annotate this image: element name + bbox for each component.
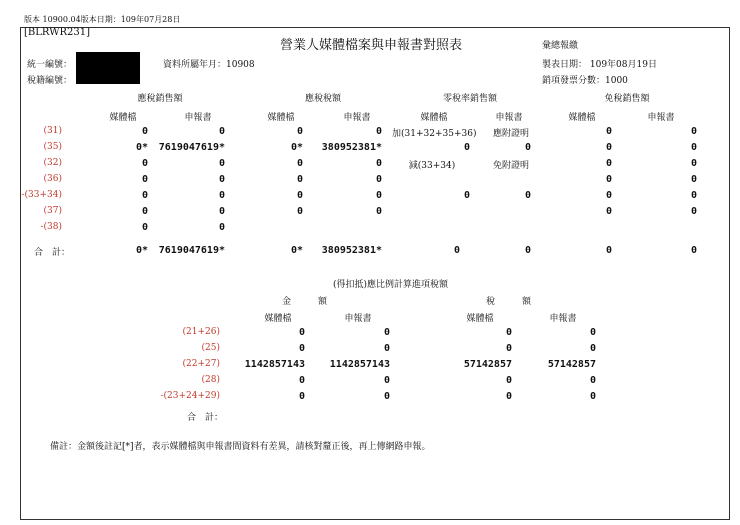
value-cell: 0 [141, 190, 148, 201]
s2-value-cell: 0 [589, 391, 596, 402]
s2-value-cell: 0 [383, 327, 390, 338]
group-tax: 稅 額 [486, 297, 532, 307]
total-cell: 0 [453, 245, 460, 256]
value-cell: 0* [290, 142, 303, 153]
value-cell: 0 [218, 174, 225, 185]
row-note-cell: 減(33+34) [408, 161, 456, 171]
s2-value-cell: 0 [298, 375, 305, 386]
row-label: -(33+34) [21, 190, 62, 200]
value-cell: 0* [135, 142, 148, 153]
value-cell: 0 [141, 206, 148, 217]
group-taxable-sales: 應稅銷售額 [137, 94, 183, 104]
total-cell: 0 [605, 245, 612, 256]
s2-value-cell: 0 [589, 327, 596, 338]
group-amount: 金 額 [282, 297, 328, 307]
value-cell: 0 [218, 222, 225, 233]
value-cell: 0 [141, 158, 148, 169]
total-cell: 380952381* [321, 245, 382, 256]
value-cell: 0 [690, 206, 697, 217]
s2-value-cell: 0 [383, 391, 390, 402]
s2-row-label: (22+27) [182, 359, 220, 369]
s2-row-label: (25) [201, 343, 220, 353]
s2-value-cell: 0 [505, 375, 512, 386]
s2-value-cell: 0 [505, 327, 512, 338]
group-zero-rate-sales: 零稅率銷售額 [442, 94, 497, 104]
row-note-cell: 應附證明 [492, 129, 529, 139]
s2-sub-report-2: 申報書 [549, 314, 577, 324]
value-cell: 0 [296, 190, 303, 201]
row-label: (35) [43, 142, 62, 152]
s2-value-cell: 0 [298, 391, 305, 402]
s2-value-cell: 1142857143 [244, 359, 305, 370]
s2-row-label: (21+26) [182, 327, 220, 337]
value-cell: 0 [375, 206, 382, 217]
group-exempt-sales: 免稅銷售額 [604, 94, 650, 104]
print-date: 製表日期： 109年08月19日 [542, 60, 657, 70]
total-cell: 0 [524, 245, 531, 256]
s2-sub-report-1: 申報書 [344, 314, 372, 324]
value-cell: 0 [605, 206, 612, 217]
value-cell: 0 [605, 158, 612, 169]
sub-media-2: 媒體檔 [267, 113, 295, 123]
value-cell: 0 [690, 158, 697, 169]
sub-media-4: 媒體檔 [568, 113, 596, 123]
value-cell: 0 [375, 190, 382, 201]
value-cell: 0 [141, 222, 148, 233]
s2-value-cell: 0 [383, 343, 390, 354]
value-cell: 0 [605, 142, 612, 153]
value-cell: 0 [296, 206, 303, 217]
version-text: 版本 10900.04版本日期：109年07月28日 [24, 15, 181, 24]
redacted-ids [76, 52, 140, 84]
sub-media-3: 媒體檔 [420, 113, 448, 123]
s2-value-cell: 0 [383, 375, 390, 386]
s2-sub-media-2: 媒體檔 [466, 314, 494, 324]
value-cell: 0 [296, 158, 303, 169]
value-cell: 0 [690, 190, 697, 201]
s2-row-label: (28) [201, 375, 220, 385]
value-cell: 0 [524, 142, 531, 153]
value-cell: 0 [605, 126, 612, 137]
s2-value-cell: 0 [298, 327, 305, 338]
s2-value-cell: 0 [589, 375, 596, 386]
row-label: -(38) [40, 222, 62, 232]
invoice-count: 銷項發票分數：1000 [542, 76, 628, 86]
s2-value-cell: 57142857 [463, 359, 512, 370]
value-cell: 0 [524, 190, 531, 201]
sub-report-3: 申報書 [495, 113, 523, 123]
value-cell: 0 [375, 126, 382, 137]
total-cell: 0 [690, 245, 697, 256]
value-cell: 0 [141, 174, 148, 185]
s2-value-cell: 0 [298, 343, 305, 354]
row-note-cell: 免附證明 [492, 161, 529, 171]
value-cell: 380952381* [321, 142, 382, 153]
row-label: (36) [43, 174, 62, 184]
sub-report-4: 申報書 [647, 113, 675, 123]
s2-value-cell: 0 [505, 343, 512, 354]
row-label: (31) [43, 126, 62, 136]
row-label: (32) [43, 158, 62, 168]
total-cell: 0* [135, 245, 148, 256]
value-cell: 0 [218, 158, 225, 169]
s2-value-cell: 0 [505, 391, 512, 402]
value-cell: 0 [141, 126, 148, 137]
section2-title: (得扣抵)應比例計算進項稅額 [333, 280, 449, 290]
s2-value-cell: 1142857143 [329, 359, 390, 370]
value-cell: 0 [463, 142, 470, 153]
value-cell: 0 [218, 190, 225, 201]
total-label: 合 計： [34, 248, 71, 258]
s2-sub-media-1: 媒體檔 [264, 314, 292, 324]
period-label: 資料所屬年月：10908 [163, 60, 255, 70]
sub-media-1: 媒體檔 [109, 113, 137, 123]
row-note-cell: 加(31+32+35+36) [392, 129, 477, 139]
tax-number-label: 稅籍編號： [27, 76, 73, 86]
group-taxable-tax: 應稅稅額 [304, 94, 341, 104]
s2-value-cell: 0 [589, 343, 596, 354]
s2-value-cell: 57142857 [547, 359, 596, 370]
section2-total-label: 合 計： [187, 413, 224, 423]
value-cell: 0 [690, 126, 697, 137]
value-cell: 0 [375, 158, 382, 169]
form-code: [BLRWR231] [24, 27, 90, 38]
value-cell: 0 [690, 142, 697, 153]
sub-report-2: 申報書 [343, 113, 371, 123]
value-cell: 0 [218, 206, 225, 217]
value-cell: 7619047619* [158, 142, 225, 153]
page-title: 營業人媒體檔案與申報書對照表 [280, 38, 463, 53]
value-cell: 0 [605, 190, 612, 201]
value-cell: 0 [375, 174, 382, 185]
report-type: 彙總報繳 [542, 41, 579, 51]
uniform-number-label: 統一編號： [27, 60, 73, 70]
value-cell: 0 [605, 174, 612, 185]
value-cell: 0 [296, 174, 303, 185]
footnote: 備註：金額後註記[*]者，表示媒體檔與申報書間資料有差異，請核對釐正後，再上傳網路申報。 [50, 442, 431, 452]
value-cell: 0 [463, 190, 470, 201]
total-cell: 0* [290, 245, 303, 256]
row-label: (37) [43, 206, 62, 216]
s2-row-label: -(23+24+29) [160, 391, 220, 401]
value-cell: 0 [218, 126, 225, 137]
value-cell: 0 [690, 174, 697, 185]
sub-report-1: 申報書 [184, 113, 212, 123]
value-cell: 0 [296, 126, 303, 137]
total-cell: 7619047619* [158, 245, 225, 256]
